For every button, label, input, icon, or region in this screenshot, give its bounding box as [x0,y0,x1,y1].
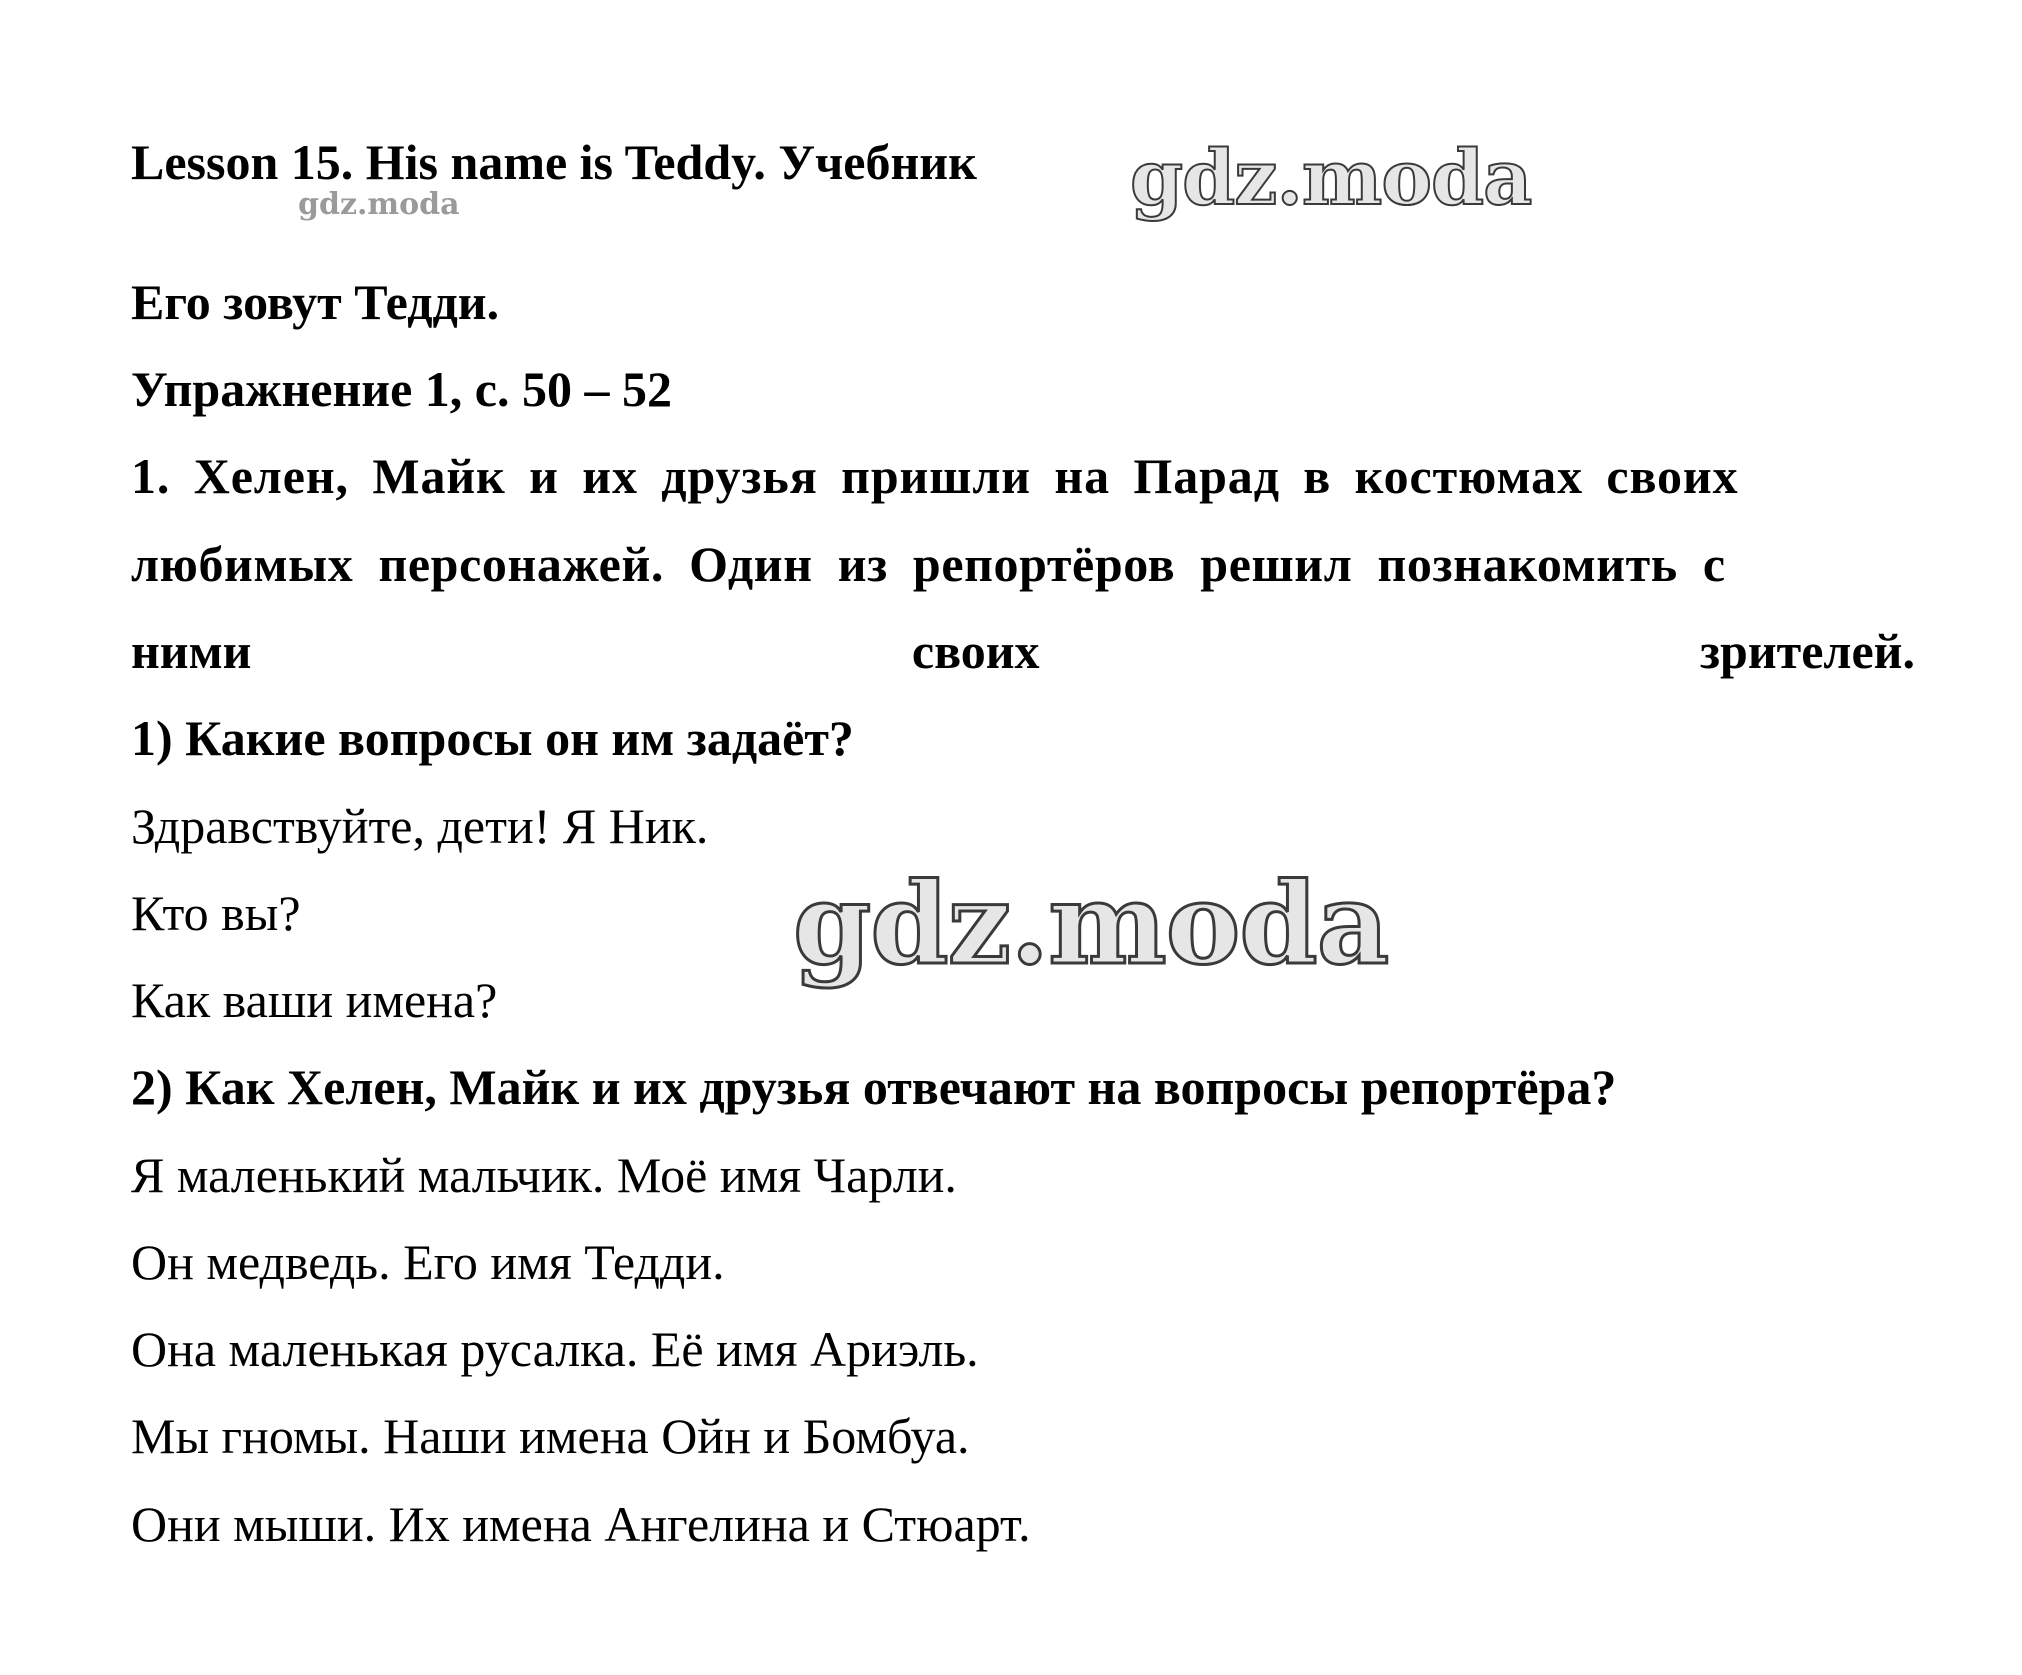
task-word-2: своих [911,623,1040,679]
task-word-3: зрителей. [1699,623,1915,679]
task-line-2-text: любимых персонажей. Один из репортёров решил познакомить с [131,536,1726,592]
part1-line-1: Здравствуйте, дети! Я Ник. [131,798,709,854]
part2-line-1: Я маленький мальчик. Моё имя Чарли. [131,1147,957,1203]
part1-heading: 1) Какие вопросы он им задаёт? [131,710,854,766]
task-line-1 [131,446,1915,506]
task-line-1-text: 1. Хелен, Майк и их друзья пришли на Парад в костюмах своих [131,448,1739,504]
part2-line-5: Они мыши. Их имена Ангелина и Стюарт. [131,1496,1031,1552]
part2-line-4: Мы гномы. Наши имена Ойн и Бомбуа. [131,1408,970,1464]
watermark-logo-center: gdz.moda [793,859,1389,990]
exercise-heading: Упражнение 1, с. 50 – 52 [131,361,672,417]
part2-line-2: Он медведь. Его имя Тедди. [131,1234,725,1290]
part1-line-3: Как ваши имена? [131,972,498,1028]
task-word-1: ними [131,623,252,679]
watermark-logo-small: gdz.moda [298,187,460,222]
watermark-logo-top: gdz.moda [1130,133,1532,222]
task-line-3 [131,621,1915,681]
part2-heading: 2) Как Хелен, Майк и их друзья отвечают на вопросы репортёра? [131,1059,1617,1115]
lesson-title: Lesson 15. His name is Teddy. Учебник [131,134,977,190]
translation-heading: Его зовут Тедди. [131,274,500,330]
part2-line-3: Она маленькая русалка. Её имя Ариэль. [131,1321,979,1377]
part1-line-2: Кто вы? [131,885,301,941]
task-line-2 [131,534,1915,594]
